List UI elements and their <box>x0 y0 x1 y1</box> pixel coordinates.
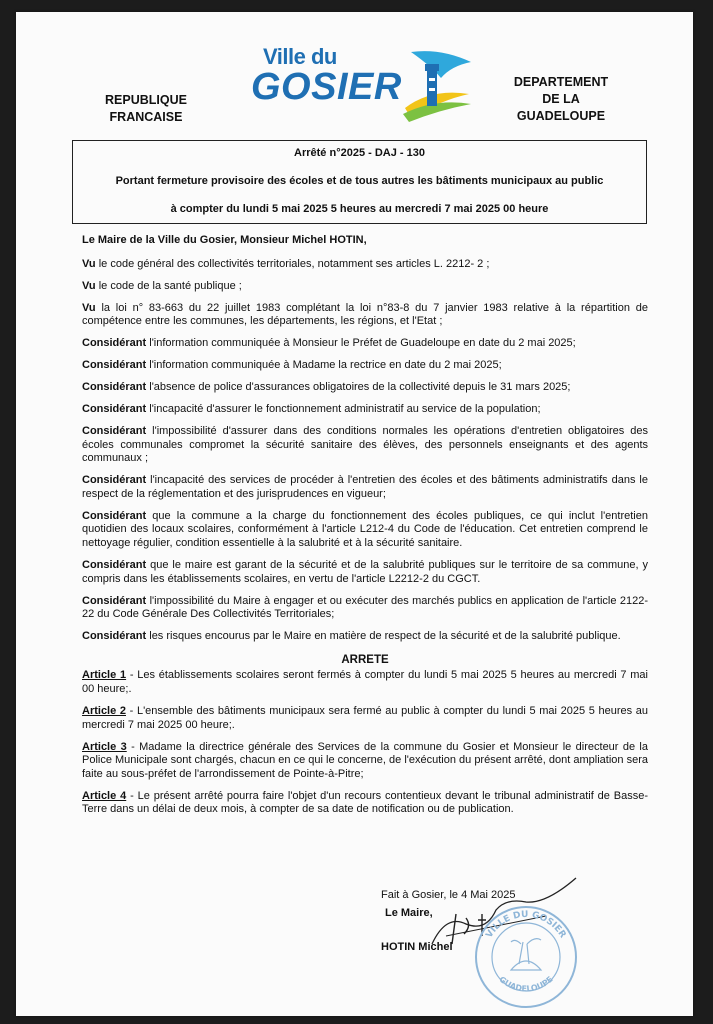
logo-line2: GOSIER <box>251 66 402 108</box>
document-page <box>16 12 693 1016</box>
ville-du-gosier-logo <box>251 44 476 124</box>
arrete-title-box <box>72 140 647 224</box>
logo-line1: Ville du <box>263 44 337 69</box>
header-departement: DEPARTEMENT DE LA GUADELOUPE <box>513 75 609 123</box>
arrete-number: Arrêté n°2025 - DAJ - 130 <box>294 147 425 159</box>
article-3: Article 3 - Madame la directrice générale des Services de la commune du Gosier et Monsieur le directeur de la Police Municipale sont chargés, chacun en ce qui le concerne, de l'exécution du présent arrêté, dont ampliation sera faite au sous-préfet de l'arrondissement de Pointe-à-Pitre; <box>82 740 648 780</box>
article-2: Article 2 - L'ensemble des bâtiments municipaux sera fermé au public à compter du lundi 5 mai 2025 5 heures au mercredi 7 mai 2025 00 heure;. <box>82 704 648 731</box>
arrete-period: à compter du lundi 5 mai 2025 5 heures au mercredi 7 mai 2025 00 heure <box>170 203 549 215</box>
arrete-heading: ARRETE <box>341 653 389 666</box>
document-body <box>82 234 648 825</box>
considerant-paragraph: Considérant les risques encourus par le Maire en matière de respect de la sécurité et de la salubrité publique. <box>82 630 621 643</box>
considerant-paragraph: Considérant l'impossibilité du Maire à engager et ou exécuter des marchés publics en application de l'article 2122-22 du Code Générale Des Collectivités Territoriales; <box>82 594 648 621</box>
considerant-paragraph: Considérant l'information communiquée à Madame la rectrice en date du 2 mai 2025; <box>82 359 502 372</box>
stamp-text-top: VILLE DU GOSIER <box>484 909 568 941</box>
signature-date: Fait à Gosier, le 4 Mai 2025 <box>381 889 516 901</box>
signature-name: HOTIN Michel <box>381 941 453 953</box>
signature-role: Le Maire, <box>385 907 433 919</box>
article-1: Article 1 - Les établissements scolaires seront fermés à compter du lundi 5 mai 2025 5 heures au mercredi 7 mai 00 heure;. <box>82 669 648 695</box>
article-4: Article 4 - Le présent arrêté pourra faire l'objet d'un recours contentieux devant le tribunal administratif de Basse-Terre dans un délai de deux mois, à compter de sa date de notification ou de publication. <box>82 789 648 816</box>
lighthouse-wave-logo-icon <box>401 48 473 122</box>
official-stamp-icon <box>471 902 581 1012</box>
stamp-text-bottom: GUADELOUPE <box>497 974 555 994</box>
mayor-intro: Le Maire de la Ville du Gosier, Monsieur Michel HOTIN, <box>82 234 367 246</box>
considerant-paragraph: Considérant l'incapacité d'assurer le fonctionnement administratif au service de la population; <box>82 403 541 416</box>
svg-text:GUADELOUPE <box>497 975 554 994</box>
visa-paragraph: Vu la loi n° 83-663 du 22 juillet 1983 complétant la loi n°83-8 du 7 janvier 1983 relative à la répartition de compétence entre les communes, les départements, les régions, et l'Etat ; <box>82 301 648 328</box>
svg-text:VILLE DU GOSIER <box>485 910 568 940</box>
considerant-paragraph: Considérant que la commune a la charge du fonctionnement des écoles publiques, ce qui inclut l'entretien quotidien des locaux scolaires, conformément à l'article L212-4 du Code de l'éducation. Cet entretien comprend le nettoyage régulier, condition essentielle à la salubrité et à la sécurité sanitaire. <box>82 509 648 550</box>
arrete-subject: Portant fermeture provisoire des écoles et de tous autres les bâtiments municipaux au public <box>115 175 604 187</box>
considerant-paragraph: Considérant l'impossibilité d'assurer dans des conditions normales les opérations d'entretien obligatoires des écoles communales compromet la sécurité sanitaire des élèves, des personnels enseignants et des agents communaux ; <box>82 425 648 465</box>
considerant-paragraph: Considérant l'information communiquée à Monsieur le Préfet de Guadeloupe en date du 2 mai 2025; <box>82 337 576 350</box>
visa-paragraph: Vu le code général des collectivités territoriales, notamment ses articles L. 2212- 2 ; <box>82 257 490 270</box>
header-republique: REPUBLIQUE FRANCAISE <box>105 93 187 124</box>
considerant-paragraph: Considérant l'incapacité des services de procéder à l'entretien des écoles et des bâtiments administratifs dans le respect de la réglementation et des jurisprudences en vigueur; <box>82 474 648 500</box>
considerant-paragraph: Considérant que le maire est garant de la sécurité et de la salubrité publiques sur le territoire de sa commune, y compris dans les établissements scolaires, en vertu de l'article L2212-2 du CGCT. <box>82 559 648 585</box>
considerant-paragraph: Considérant l'absence de police d'assurances obligatoires de la collectivité depuis le 31 mars 2025; <box>82 381 571 394</box>
visa-paragraph: Vu le code de la santé publique ; <box>82 279 242 292</box>
